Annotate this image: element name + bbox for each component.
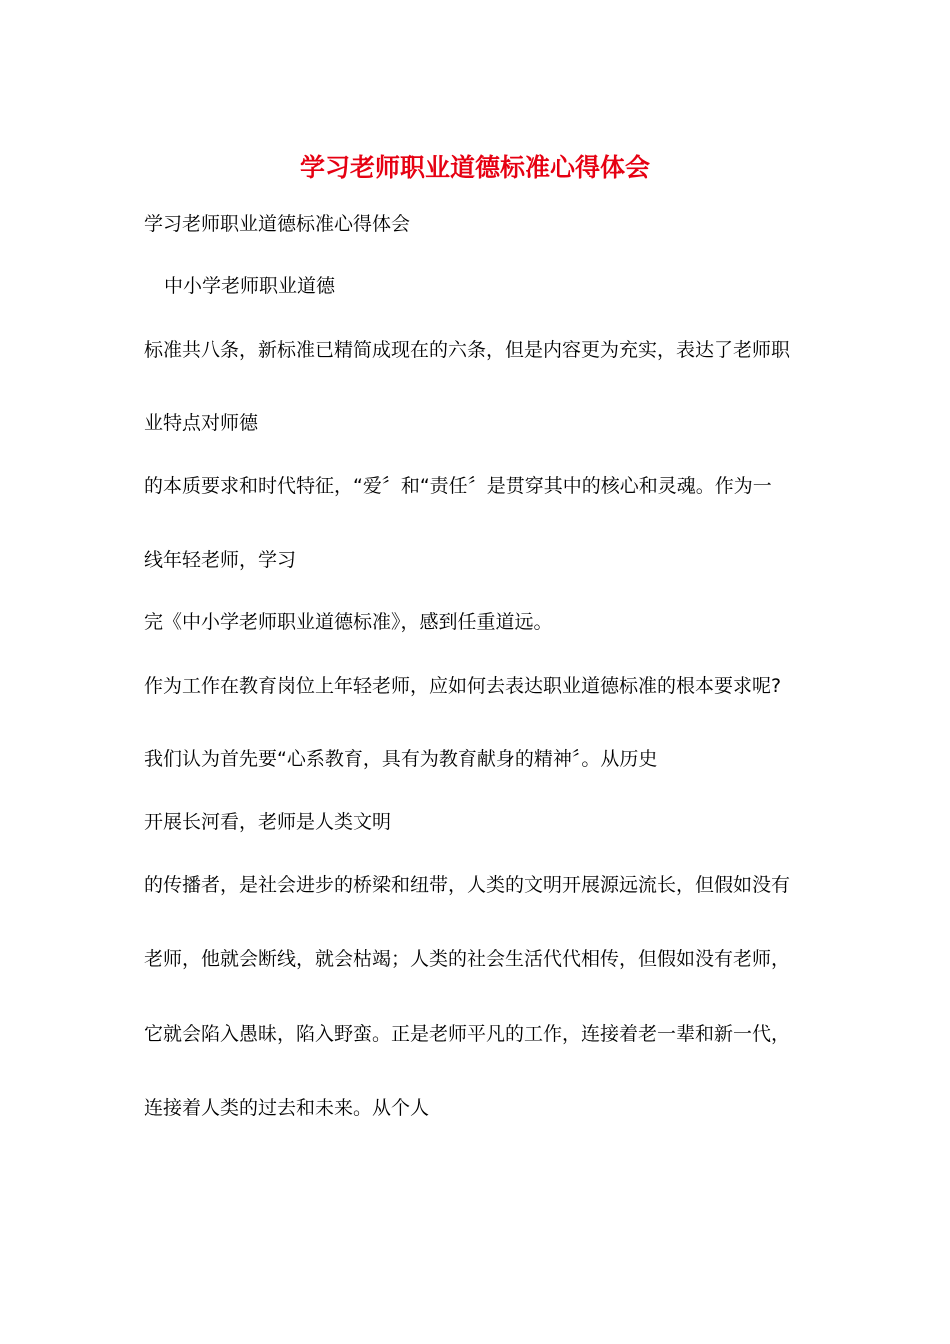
paragraph-line: 连接着人类的过去和未来。从个人 [144, 1097, 430, 1119]
paragraph-line: 线年轻老师，学习 [144, 549, 297, 571]
paragraph-line: 业特点对师德 [144, 412, 259, 434]
paragraph-line: 开展长河看，老师是人类文明 [144, 811, 392, 833]
paragraph-line: 标准共八条，新标准已精简成现在的六条，但是内容更为充实，表达了老师职 [144, 339, 791, 361]
paragraph-line: 完《中小学老师职业道德标准》，感到任重道远。 [144, 611, 553, 633]
paragraph-line: 它就会陷入愚昧，陷入野蛮。正是老师平凡的工作，连接着老一辈和新一代， [144, 1023, 791, 1045]
paragraph-line: 中小学老师职业道德 [164, 275, 336, 297]
paragraph-line: 老师，他就会断线，就会枯竭；人类的社会生活代代相传，但假如没有老师， [144, 948, 791, 970]
paragraph-line: 的传播者，是社会进步的桥梁和纽带，人类的文明开展源远流长，但假如没有 [144, 874, 791, 896]
paragraph-line: 我们认为首先要“心系教育，具有为教育献身的精神〞。从历史 [144, 748, 658, 770]
paragraph-line: 作为工作在教育岗位上年轻老师，应如何去表达职业道德标准的根本要求呢? [144, 675, 782, 697]
paragraph-line: 学习老师职业道德标准心得体会 [144, 213, 411, 235]
document-title: 学习老师职业道德标准心得体会 [299, 153, 650, 182]
paragraph-line: 的本质要求和时代特征，“爱〞和“责任〞是贯穿其中的核心和灵魂。作为一 [144, 475, 772, 497]
